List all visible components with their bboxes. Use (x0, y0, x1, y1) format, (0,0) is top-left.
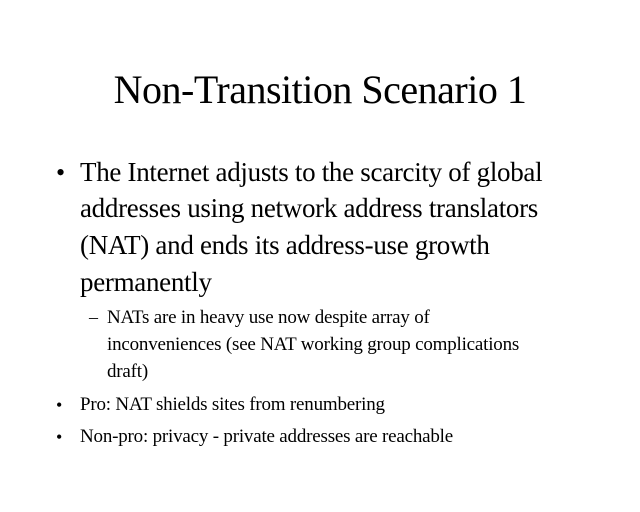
sub-bullet-line-1: NATs are in heavy use now despite array of (107, 307, 430, 328)
bullet-1-line-3: (NAT) and ends its address-use growth (80, 230, 490, 260)
sub-bullet-line-3: draft) (107, 361, 148, 382)
bullet-1-line-4: permanently (80, 267, 212, 297)
bullet-icon: • (56, 427, 63, 447)
bullet-3-text: Non-pro: privacy - private addresses are reachable (80, 426, 453, 447)
sub-bullet-line-2: inconveniences (see NAT working group complications (107, 334, 520, 355)
dash-icon: – (89, 307, 98, 327)
bullet-icon: • (56, 395, 63, 415)
slide-title: Non-Transition Scenario 1 (113, 67, 527, 112)
bullet-2-text: Pro: NAT shields sites from renumbering (80, 394, 385, 415)
bullet-1-line-1: The Internet adjusts to the scarcity of global (80, 157, 543, 187)
bullet-icon: • (56, 158, 66, 187)
bullet-1-line-2: addresses using network address translators (80, 193, 538, 223)
